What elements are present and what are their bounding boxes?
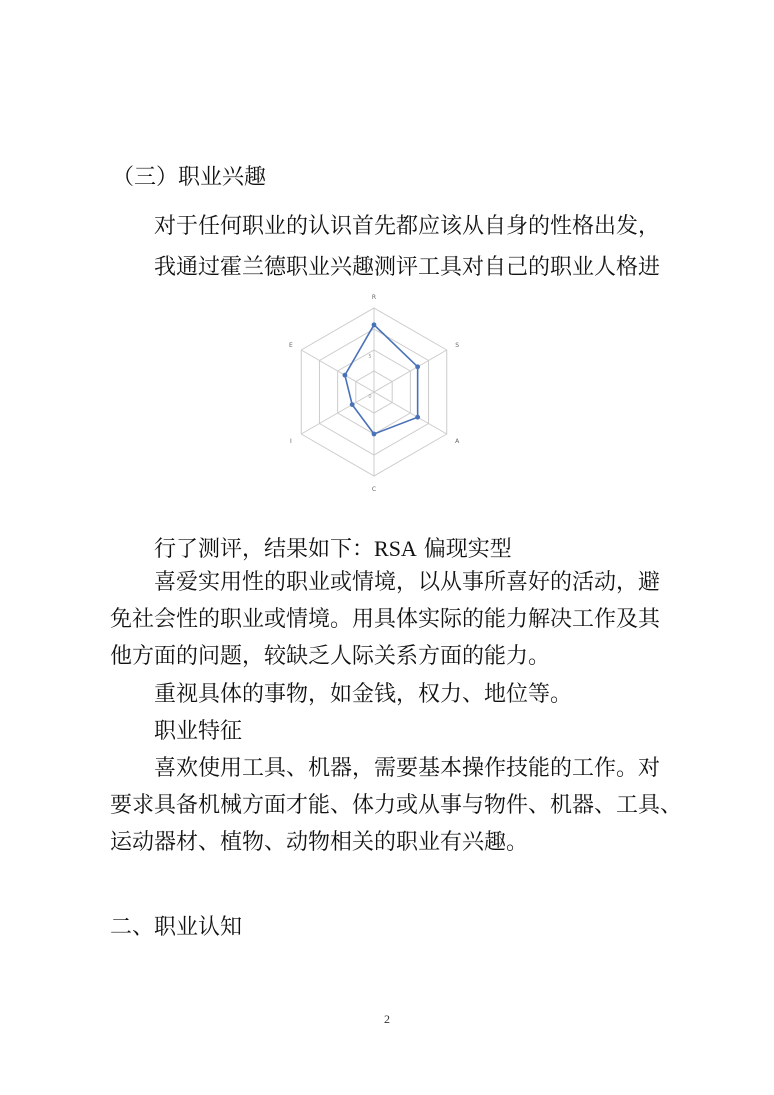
intro-line-2: 我通过霍兰德职业兴趣测评工具对自己的职业人格进 bbox=[154, 255, 661, 280]
result-prefix: 行了测评，结果如下： bbox=[154, 537, 375, 562]
radar-point-E bbox=[343, 373, 348, 378]
radar-ring-label-0: 5 bbox=[368, 354, 372, 360]
radar-point-S bbox=[415, 364, 420, 369]
description-line-1: 喜爱实用性的职业或情境，以从事所喜好的活动，避 bbox=[154, 570, 661, 595]
radar-axis-label-A: A bbox=[455, 438, 460, 445]
radar-point-I bbox=[350, 402, 355, 407]
radar-axis-label-E: E bbox=[288, 342, 293, 349]
result-code: RSA bbox=[374, 536, 417, 561]
page-number: 2 bbox=[384, 1012, 390, 1026]
radar-axis-label-I: I bbox=[289, 438, 292, 445]
section-heading: （三）职业兴趣 bbox=[112, 165, 267, 190]
radar-point-R bbox=[372, 322, 377, 327]
next-section-heading: 二、职业认知 bbox=[110, 915, 243, 940]
intro-line-1: 对于任何职业的认识首先都应该从自身的性格出发， bbox=[154, 214, 661, 239]
radar-point-C bbox=[372, 432, 377, 437]
intro-line-3 bbox=[154, 534, 512, 565]
result-suffix: 偏现实型 bbox=[416, 537, 512, 562]
description-line-3: 他方面的问题，较缺乏人际关系方面的能力。 bbox=[110, 644, 551, 669]
radar-axis-label-R: R bbox=[371, 294, 377, 301]
radar-series-line bbox=[345, 325, 418, 434]
description-paragraph-2: 重视具体的事物，如金钱，权力、地位等。 bbox=[154, 682, 573, 707]
traits-line-3: 运动器材、植物、动物相关的职业有兴趣。 bbox=[110, 830, 529, 855]
radar-point-A bbox=[415, 415, 420, 420]
radar-axis-label-C: C bbox=[371, 486, 377, 493]
traits-line-2: 要求具备机械方面才能、体力或从事与物件、机器、工具、 bbox=[110, 793, 683, 818]
traits-heading: 职业特征 bbox=[154, 719, 243, 744]
radar-axis-label-S: S bbox=[455, 342, 460, 349]
radar-ring-label-1: 0 bbox=[368, 394, 372, 400]
traits-line-1: 喜欢使用工具、机器，需要基本操作技能的工作。对 bbox=[154, 756, 661, 781]
description-line-2: 免社会性的职业或情境。用具体实际的能力解决工作及其 bbox=[110, 607, 661, 632]
holland-radar-chart bbox=[250, 294, 498, 522]
